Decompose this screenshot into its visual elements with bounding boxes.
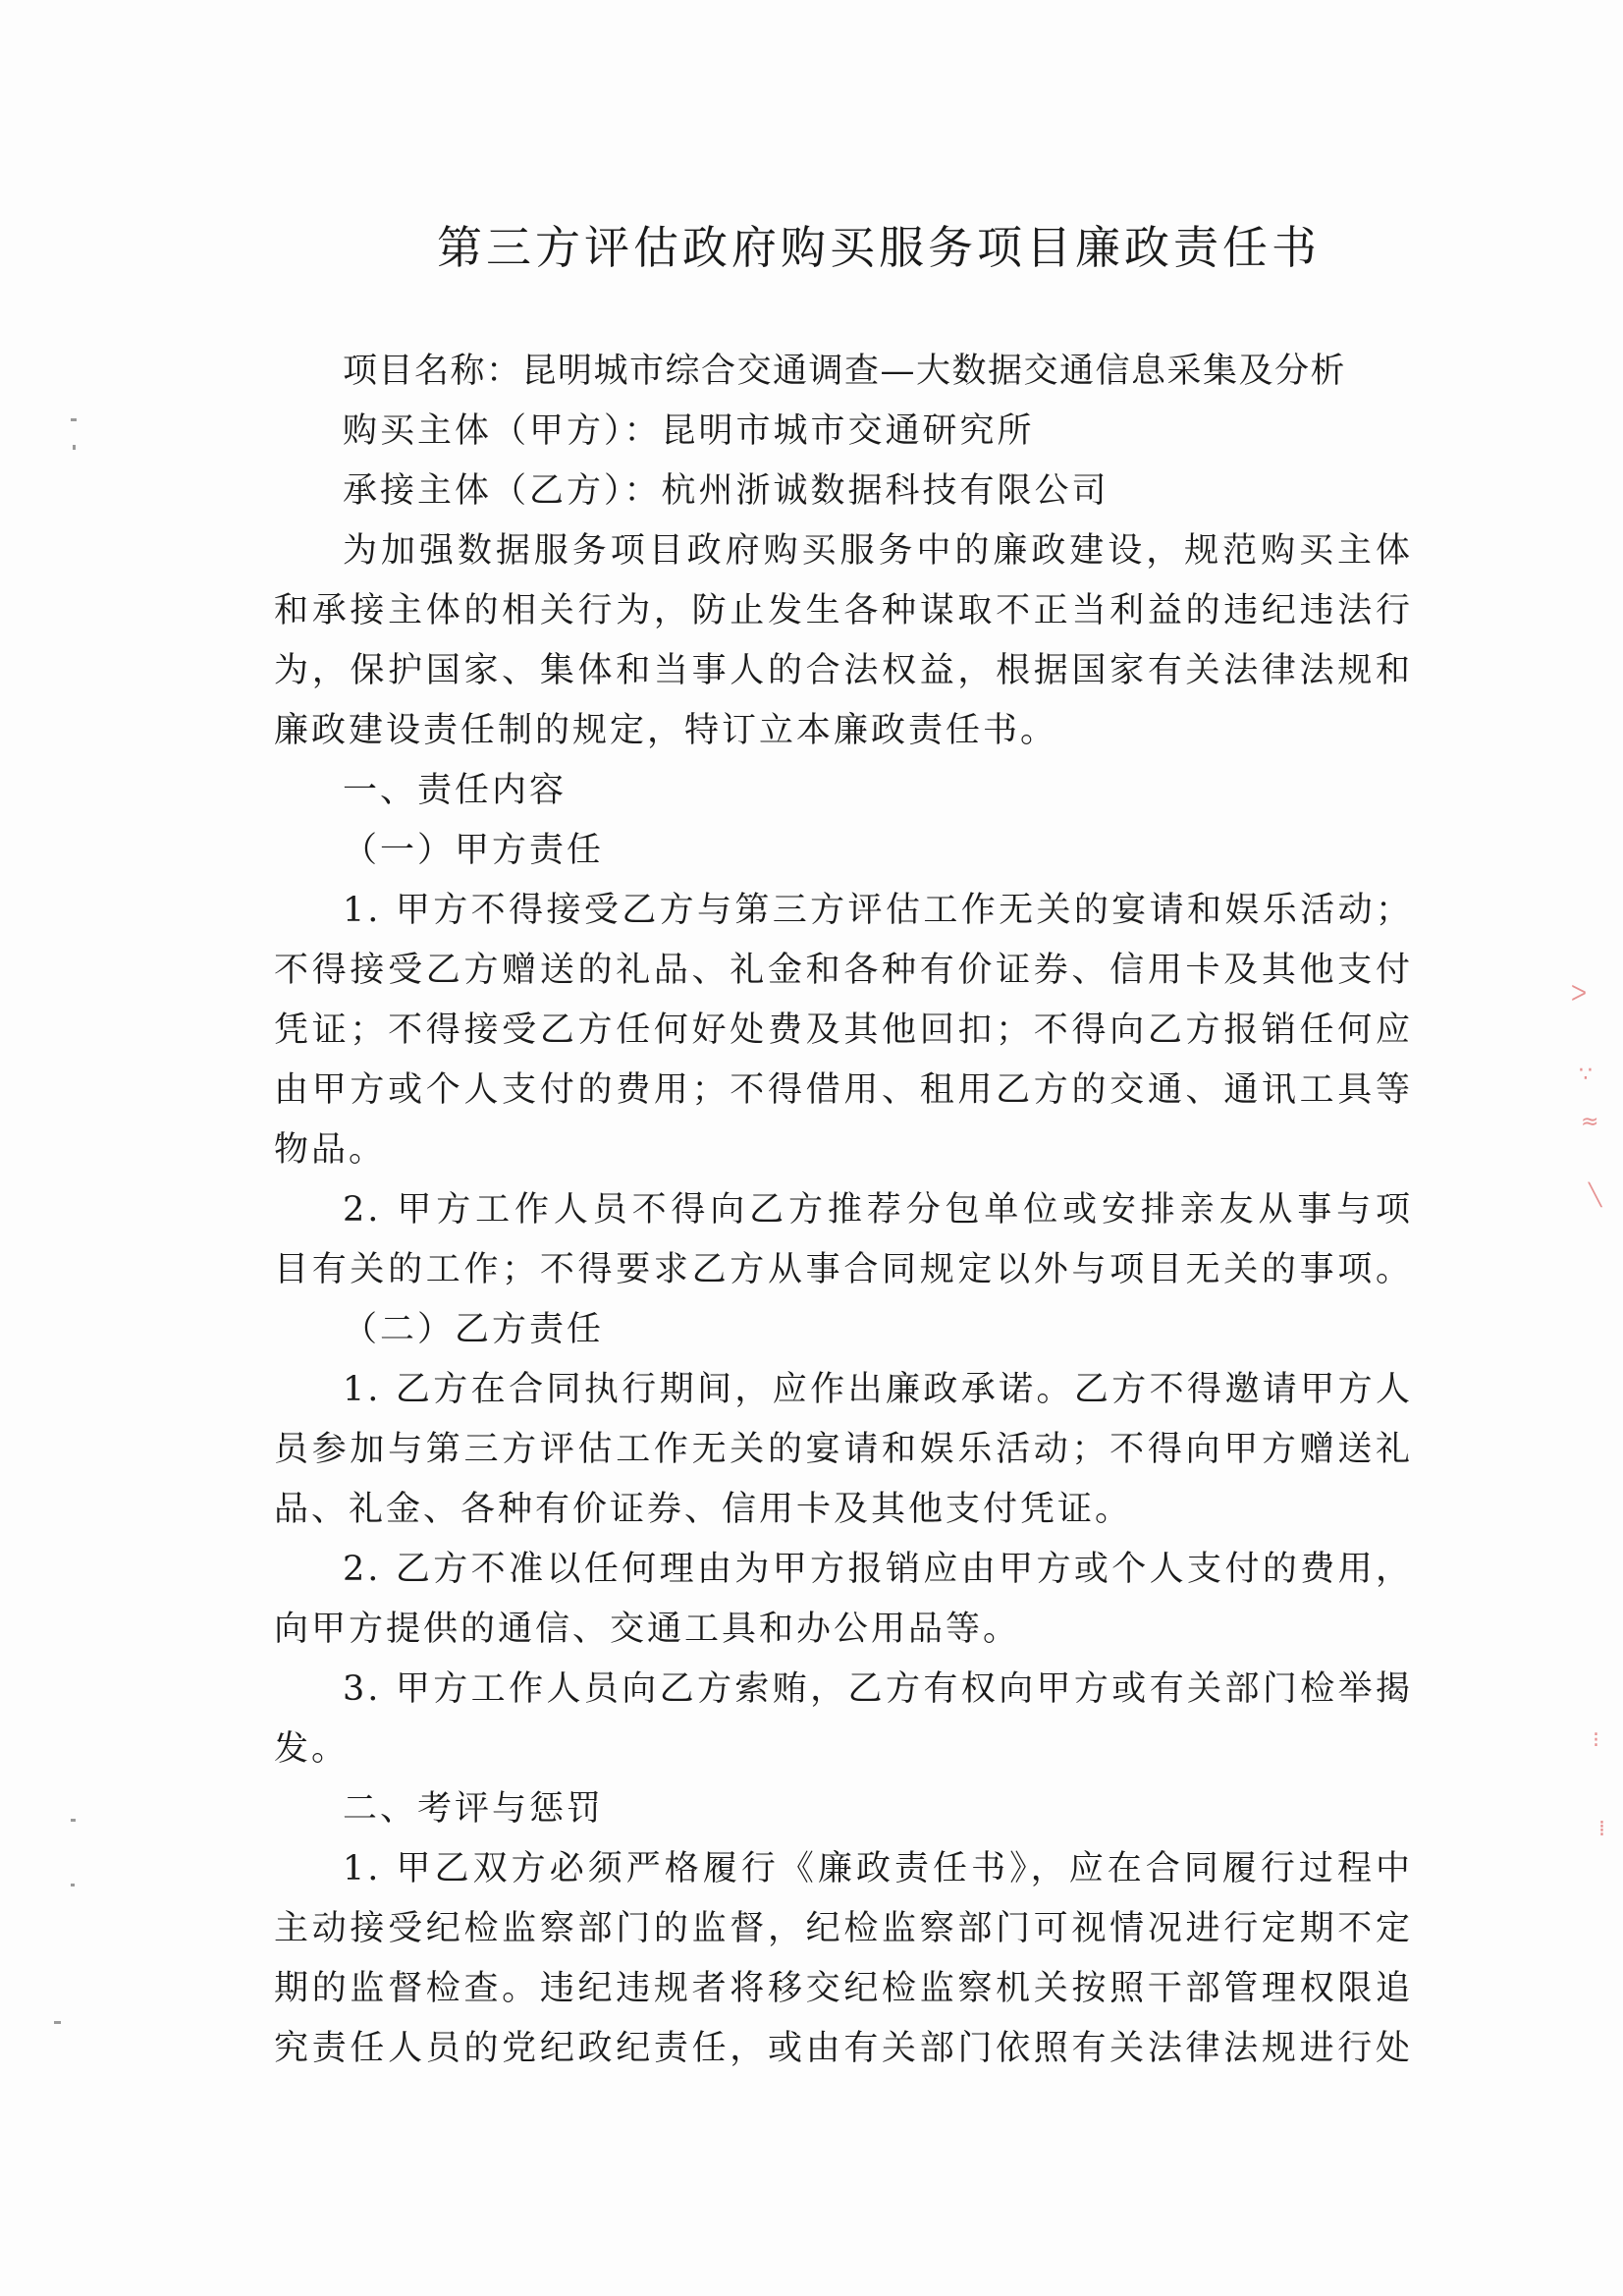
- party-a-field: 购买主体（甲方）：昆明市城市交通研究所: [343, 411, 1035, 451]
- party-a-item1-line: 1. 甲方不得接受乙方与第三方评估工作无关的宴请和娱乐活动；: [343, 891, 1413, 930]
- party-a-item1-line: 凭证；不得接受乙方任何好处费及其他回扣；不得向乙方报销任何应: [274, 1011, 1413, 1050]
- section2-item1-line: 主动接受纪检监察部门的监督，纪检监察部门可视情况进行定期不定: [274, 1909, 1413, 1948]
- section-heading-evaluation: 二、考评与惩罚: [343, 1789, 605, 1829]
- party-b-item1-line: 品、礼金、各种有价证券、信用卡及其他支付凭证。: [274, 1490, 1133, 1529]
- seal-fragment: ᐳ: [1571, 982, 1588, 1007]
- party-a-item2-line: 目有关的工作；不得要求乙方从事合同规定以外与项目无关的事项。: [274, 1250, 1413, 1289]
- party-b-item2-line: 向甲方提供的通信、交通工具和办公用品等。: [274, 1610, 1021, 1649]
- party-b-item2-line: 2. 乙方不准以任何理由为甲方报销应由甲方或个人支付的费用，: [343, 1550, 1413, 1589]
- section-heading-responsibilities: 一、责任内容: [343, 771, 568, 810]
- intro-paragraph-line: 为加强数据服务项目政府购买服务中的廉政建设，规范购买主体: [343, 531, 1413, 571]
- party-a-item1-line: 由甲方或个人支付的费用；不得借用、租用乙方的交通、通讯工具等: [274, 1070, 1413, 1110]
- section2-item1-line: 究责任人员的党纪政纪责任，或由有关部门依照有关法律法规进行处: [274, 2029, 1413, 2068]
- scan-mark: [71, 418, 77, 421]
- scan-mark: [54, 2021, 61, 2024]
- subsection-heading-party-a: （一）甲方责任: [343, 831, 605, 870]
- scan-mark: [73, 445, 76, 450]
- subsection-heading-party-b: （二）乙方责任: [343, 1310, 605, 1349]
- section2-item1-line: 1. 甲乙双方必须严格履行《廉政责任书》，应在合同履行过程中: [343, 1849, 1413, 1888]
- party-b-field: 承接主体（乙方）：杭州浙诚数据科技有限公司: [343, 471, 1109, 511]
- party-b-item1-line: 1. 乙方在合同执行期间，应作出廉政承诺。乙方不得邀请甲方人: [343, 1370, 1413, 1409]
- document-body: [274, 342, 1413, 2079]
- section2-item1-line: 期的监督检查。违纪违规者将移交纪检监察机关按照干部管理权限追: [274, 1969, 1413, 2008]
- intro-paragraph-line: 廉政建设责任制的规定，特订立本廉政责任书。: [274, 711, 1058, 750]
- party-a-item2-line: 2. 甲方工作人员不得向乙方推荐分包单位或安排亲友从事与项: [343, 1190, 1413, 1230]
- party-a-item1-line: 不得接受乙方赠送的礼品、礼金和各种有价证券、信用卡及其他支付: [274, 951, 1413, 990]
- party-b-item3-line: 发。: [274, 1729, 350, 1769]
- seal-fragment: ∵: [1579, 1063, 1593, 1087]
- seal-fragment: ⁝: [1593, 1728, 1599, 1753]
- document-title: 第三方评估政府购买服务项目廉政责任书: [437, 221, 1321, 274]
- intro-paragraph-line: 和承接主体的相关行为，防止发生各种谋取不正当利益的违纪违法行: [274, 591, 1413, 630]
- intro-paragraph-line: 为，保护国家、集体和当事人的合法权益，根据国家有关法律法规和: [274, 651, 1413, 690]
- seal-fragment: ≈: [1581, 1110, 1599, 1134]
- party-a-item1-line: 物品。: [274, 1130, 387, 1170]
- party-b-item3-line: 3. 甲方工作人员向乙方索贿，乙方有权向甲方或有关部门检举揭: [343, 1669, 1413, 1709]
- seal-fragment: ╲: [1589, 1183, 1602, 1208]
- project-name-field: 项目名称：昆明城市综合交通调查—大数据交通信息采集及分析: [343, 352, 1347, 391]
- scan-mark: [71, 1884, 75, 1886]
- party-b-item1-line: 员参加与第三方评估工作无关的宴请和娱乐活动；不得向甲方赠送礼: [274, 1430, 1413, 1469]
- seal-fragment: ⁞: [1598, 1817, 1605, 1841]
- scan-mark: [71, 1819, 76, 1822]
